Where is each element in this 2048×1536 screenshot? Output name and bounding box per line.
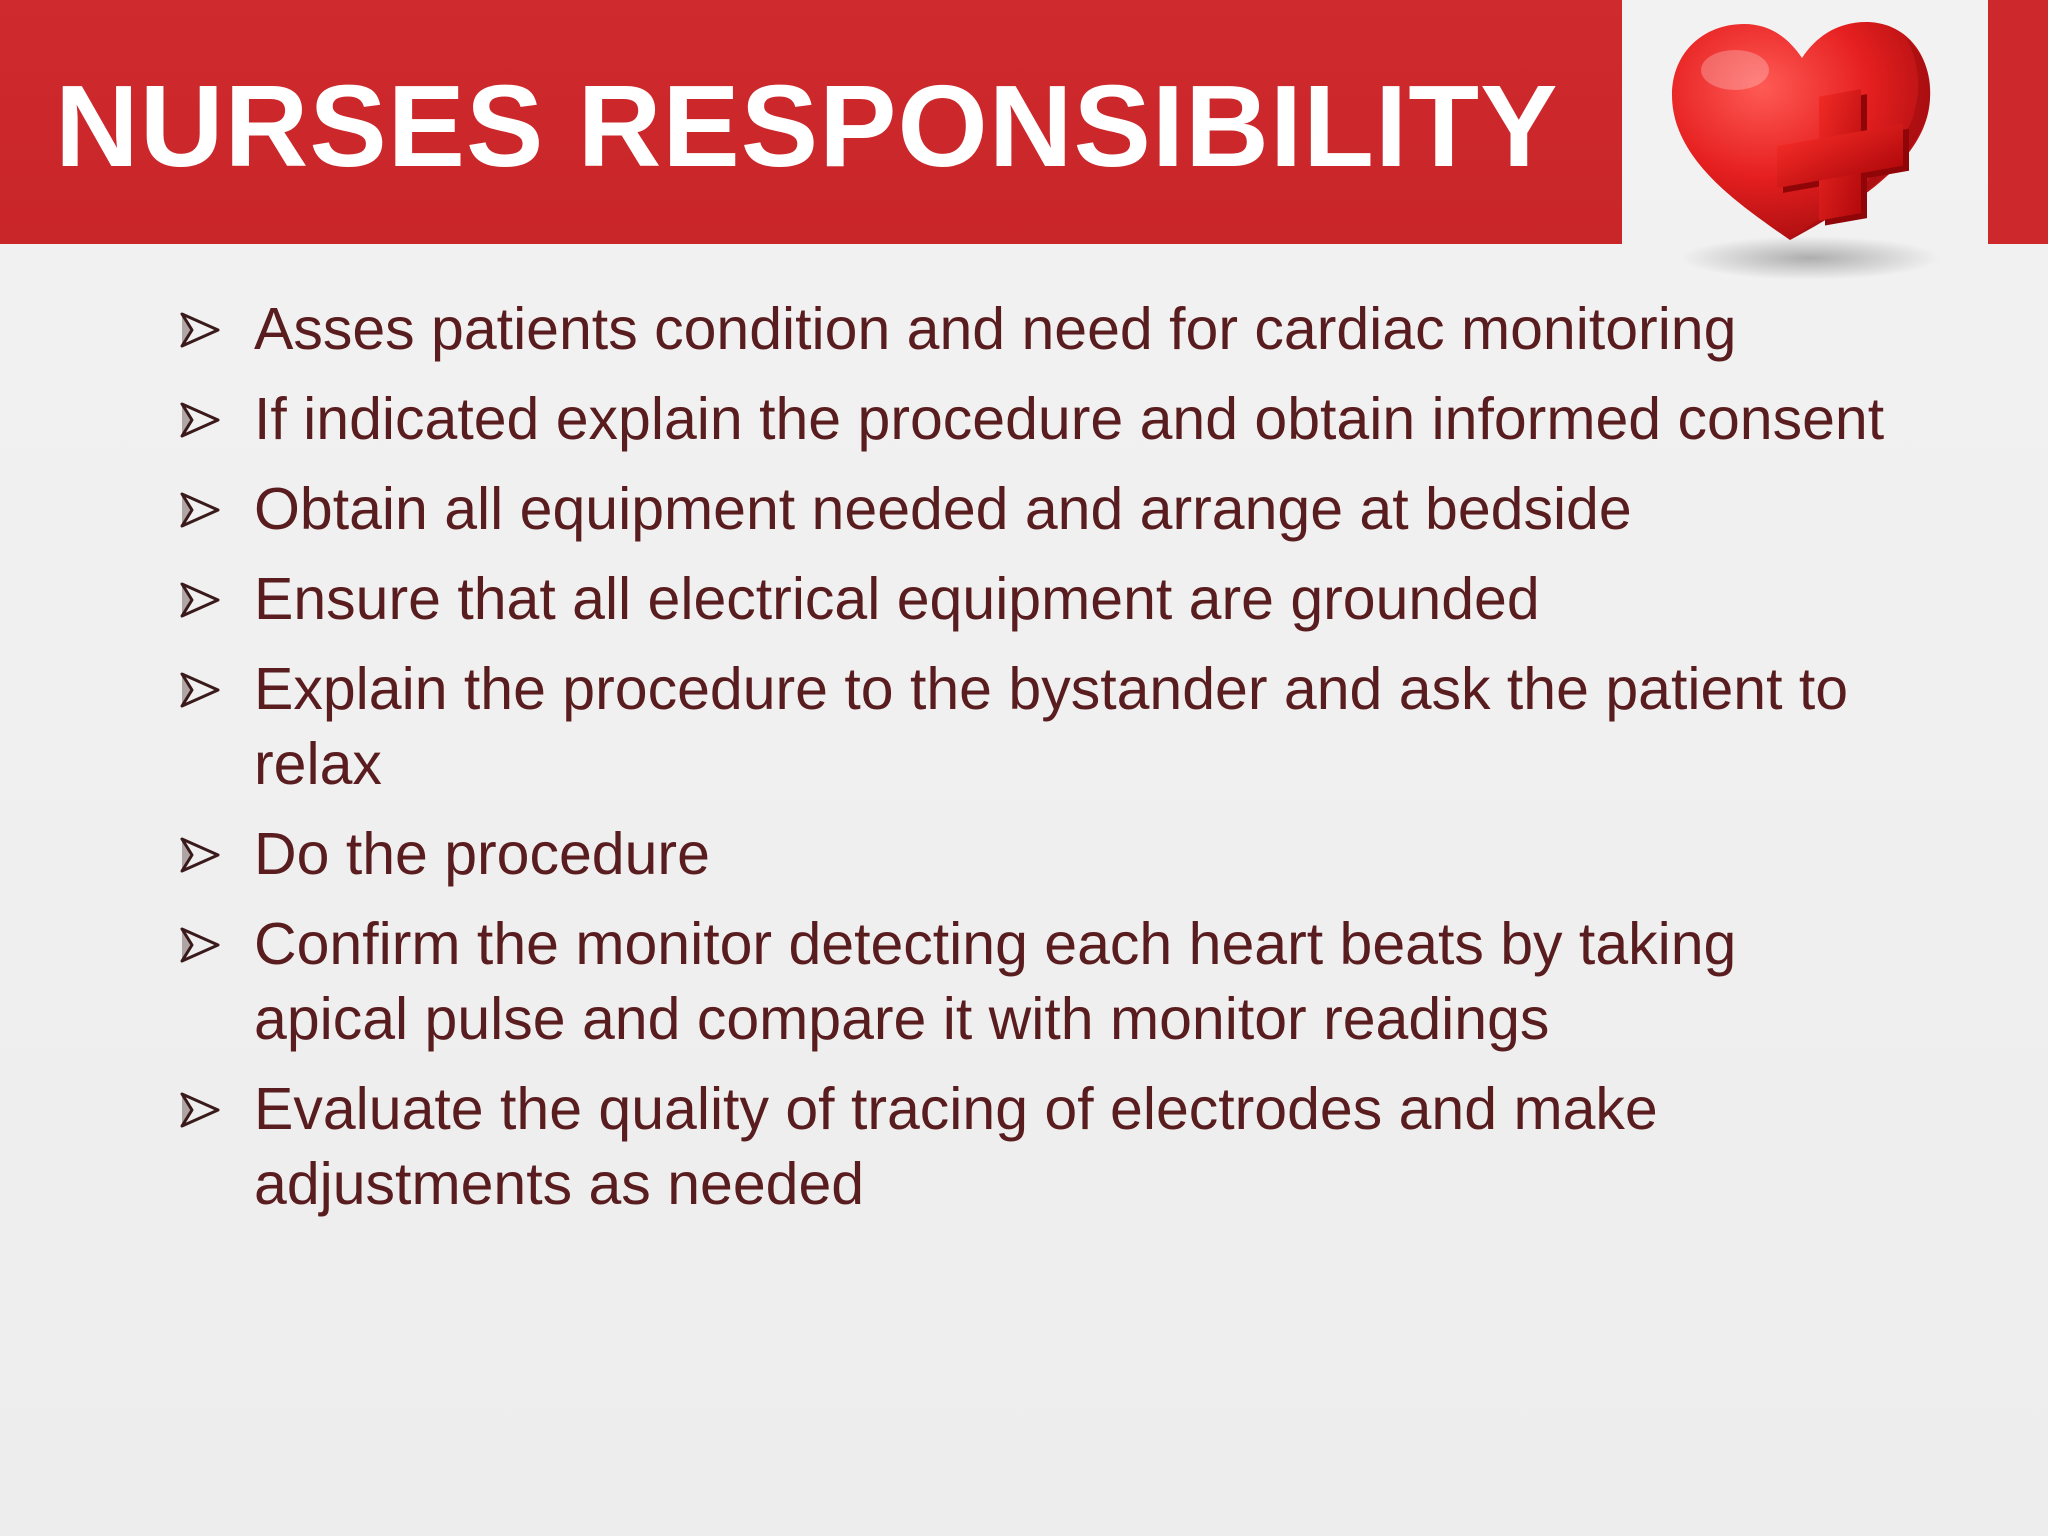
arrow-bullet-icon [178, 488, 222, 532]
arrow-bullet-icon [178, 398, 222, 442]
list-item [178, 292, 1898, 367]
bullet-text: Explain the procedure to the bystander and ask the patient to relax [254, 656, 1849, 797]
list-item [178, 1072, 1898, 1222]
list-item [178, 652, 1898, 802]
slide-title: NURSES RESPONSIBILITY [55, 61, 1559, 191]
arrow-bullet-icon [178, 1088, 222, 1132]
list-item [178, 907, 1898, 1057]
banner-right-strip [1988, 0, 2048, 244]
list-item [178, 382, 1898, 457]
arrow-bullet-icon [178, 923, 222, 967]
bullet-text: Confirm the monitor detecting each heart beats by taking apical pulse and compare it with monitor readings [254, 911, 1737, 1052]
arrow-bullet-icon [178, 833, 222, 877]
bullet-text: Ensure that all electrical equipment are grounded [254, 566, 1540, 632]
arrow-bullet-icon [178, 308, 222, 352]
arrow-bullet-icon [178, 668, 222, 712]
bullet-list [178, 292, 1898, 1237]
title-banner [0, 0, 1622, 244]
heart-with-medical-cross-icon [1640, 0, 1970, 290]
list-item [178, 817, 1898, 892]
list-item [178, 472, 1898, 547]
bullet-text: Evaluate the quality of tracing of electrodes and make adjustments as needed [254, 1076, 1658, 1217]
bullet-text: Do the procedure [254, 821, 710, 887]
list-item [178, 562, 1898, 637]
bullet-text: Asses patients condition and need for cardiac monitoring [254, 296, 1737, 362]
arrow-bullet-icon [178, 578, 222, 622]
bullet-text: Obtain all equipment needed and arrange at bedside [254, 476, 1632, 542]
bullet-text: If indicated explain the procedure and obtain informed consent [254, 386, 1885, 452]
